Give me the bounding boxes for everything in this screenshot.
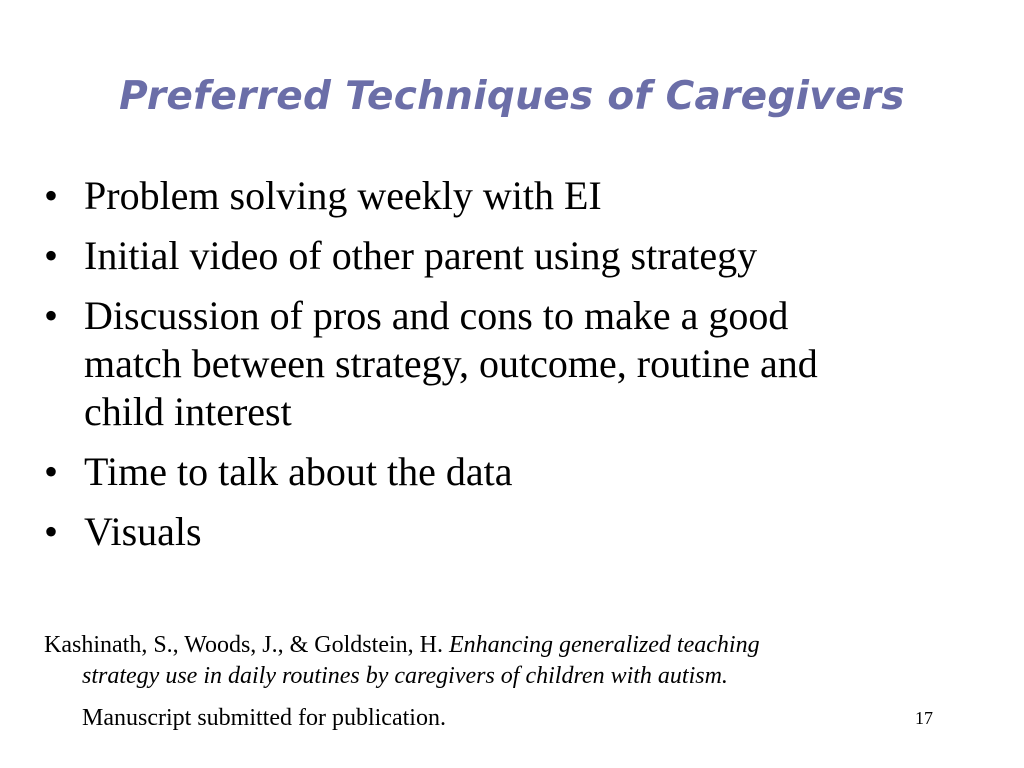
- citation: [44, 630, 924, 734]
- bullet-text-line: Discussion of pros and cons to make a good: [84, 293, 789, 338]
- citation-title-part1: Enhancing generalized teaching: [448, 632, 760, 658]
- bullet-icon: •: [44, 233, 59, 278]
- bullet-item: [44, 172, 974, 220]
- citation-title-part2: strategy use in daily routines by caregivers of children with autism.: [82, 663, 728, 689]
- bullet-text: Initial video of other parent using strategy: [84, 233, 758, 278]
- bullet-icon: •: [44, 509, 59, 554]
- bullet-text: Time to talk about the data: [84, 449, 513, 494]
- citation-line-1: [44, 630, 924, 661]
- bullet-item: [44, 292, 974, 436]
- bullet-icon: •: [44, 173, 59, 218]
- bullet-item: [44, 508, 974, 556]
- bullet-text: Visuals: [84, 509, 202, 554]
- bullet-item: [44, 232, 974, 280]
- citation-authors: Kashinath, S., Woods, J., & Goldstein, H.: [44, 632, 443, 658]
- bullet-list: [44, 172, 974, 568]
- citation-status: Manuscript submitted for publication.: [82, 705, 446, 731]
- bullet-item: [44, 448, 974, 496]
- bullet-icon: •: [44, 449, 59, 494]
- bullet-text-line: match between strategy, outcome, routine and: [84, 341, 818, 386]
- slide-title: Preferred Techniques of Caregivers: [119, 74, 905, 119]
- bullet-text: Problem solving weekly with EI: [84, 173, 602, 218]
- page-number: 17: [915, 708, 933, 728]
- bullet-icon: •: [44, 293, 59, 338]
- bullet-text-line: child interest: [84, 389, 292, 434]
